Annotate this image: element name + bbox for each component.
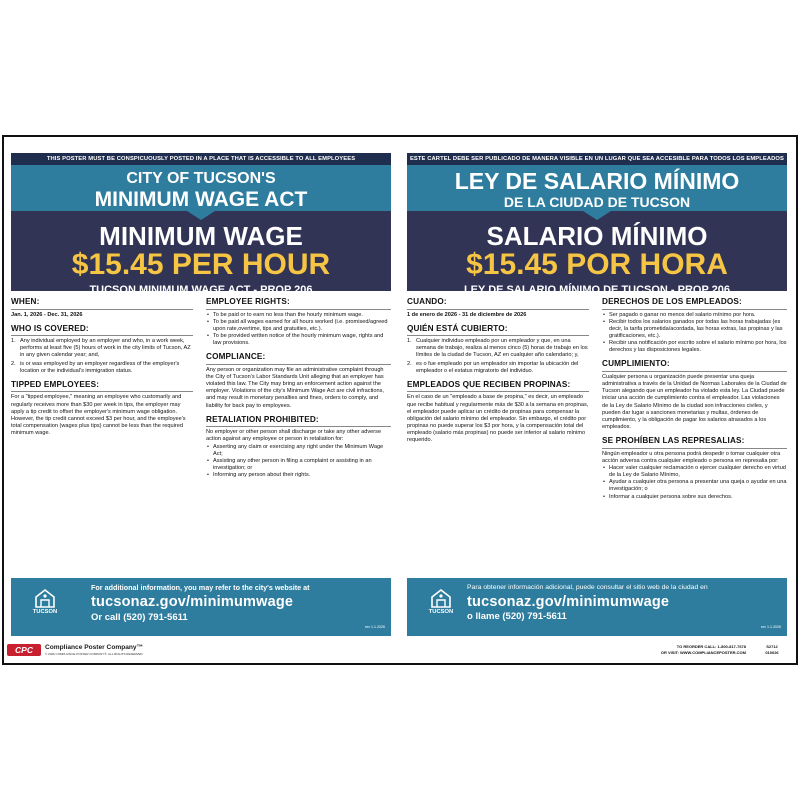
phone-number: Or call (520) 791-5611: [91, 611, 188, 623]
list-item: • To be provided written notice of the hourly minimum wage, rights and law provisions.: [207, 332, 384, 347]
list-item: • Recibir una notificación por escrito sobre el salario mínimo por hora, los derechos y las disposiciones legales.: [603, 340, 787, 354]
compliance-heading: COMPLIANCE:: [206, 352, 391, 365]
left-body-column: [11, 297, 193, 437]
covered-heading: WHO IS COVERED:: [11, 324, 193, 337]
wage-amount: $15.45 POR HORA: [466, 248, 728, 281]
product-code-line-2: 010026: [765, 650, 779, 655]
list-item: 1. Any individual employed by an employer and who, in a work week, performs at least five (5) hours of work in the city limits of Tucson, AZ in any given calendar year; and,: [11, 338, 191, 359]
reorder-website[interactable]: OR VISIT: WWW.COMPLIANCEPOSTER.COM: [660, 650, 746, 655]
website-link[interactable]: tucsonaz.gov/minimumwage: [467, 593, 670, 610]
poster-frame: [2, 135, 798, 665]
title-banner: [11, 165, 391, 211]
list-item: • Ser pagado o ganar no menos del salario mínimo por hora.: [603, 311, 756, 318]
wage-act: TUCSON MINIMUM WAGE ACT - PROP 206: [89, 284, 313, 296]
compliance-heading: CUMPLIMIENTO:: [602, 359, 787, 372]
city-logo: [421, 588, 461, 628]
right-body-column: [602, 297, 787, 501]
info-footer: [407, 578, 787, 636]
list-item: • Informing any person about their rights.: [207, 472, 311, 479]
list-item: 2. es o fue empleado por un empleador sin importar la ubicación del empleador o el estatus migratorio del individuo.: [407, 360, 579, 374]
reorder-info: [646, 644, 746, 656]
list-item: • Ayudar a cualquier otra persona a presentar una queja o ayudar en una investigación; o: [603, 479, 787, 493]
covered-list: [407, 338, 589, 375]
publisher-name: Compliance Poster Company™: [45, 644, 144, 651]
tipped-text: En el caso de un "empleado a base de propina," es decir, un empleado que recibe habitual y regularmente más de $30 a la semana en propinas, el empleador puede aplicar un crédito de propinas para compensar la obligación del salario mínimo del empleador. Sin embargo, el crédito por propinas no puede superar los $3 por hora, y la compensación total del empleado (salario más propinas) no puede ser inferior al salario mínimo requerido.: [407, 394, 589, 444]
revision-note: rev 1.1.2026: [761, 625, 781, 629]
title-line-2: MINIMUM WAGE ACT: [94, 188, 308, 211]
list-item: • To be paid or to earn no less than the hourly minimum wage.: [207, 311, 363, 318]
wage-act: LEY DE SALARIO MÍNIMO DE TUCSON - PROP 206: [463, 284, 731, 296]
right-body-column: [206, 297, 391, 479]
left-body-column: [407, 297, 589, 445]
retaliation-list: [206, 444, 391, 480]
website-link[interactable]: tucsonaz.gov/minimumwage: [91, 594, 294, 611]
list-item: • Recibir todos los salarios ganados por todas las horas trabajadas (es decir, la tarifa prometida/acordada, las horas extras, las propinas y las gratificaciones, etc.).: [603, 318, 783, 339]
posting-notice: THIS POSTER MUST BE CONSPICUOUSLY POSTED IN A PLACE THAT IS ACCESSIBLE TO ALL EMPLOYEES: [11, 153, 391, 165]
list-item: • Assisting any other person in filing a complaint or assisting in an investigation; or: [207, 457, 372, 471]
title-line-1: LEY DE SALARIO MÍNIMO: [454, 168, 740, 194]
posting-notice: ESTE CARTEL DEBE SER PUBLICADO DE MANERA VISIBLE EN UN LUGAR QUE SEA ACCESIBLE PARA TODOS LOS EMPLEADOS: [407, 153, 787, 165]
phone-number: o llame (520) 791-5611: [467, 611, 567, 623]
tipped-text: For a "tipped employee," meaning an employee who customarily and regularly receives more than $30 per week in tips, the employer may apply a tip credit to offset the employer's minimum wage obligation. However, the tip credit cannot exceed $3 per hour, and the employee's total compensation (wages plus tips) cannot be less than the required minimum wage.: [11, 394, 186, 437]
wage-heading: SALARIO MÍNIMO: [486, 221, 708, 251]
retaliation-list: [602, 465, 787, 501]
reorder-phone: TO REORDER CALL: 1-800-817-7678: [676, 644, 746, 649]
rights-list: [602, 312, 787, 355]
rights-heading: EMPLOYEE RIGHTS:: [206, 297, 391, 310]
logo-text: TUCSON: [428, 609, 454, 615]
wage-amount: $15.45 PER HOUR: [71, 248, 331, 281]
spanish-column: [407, 153, 787, 629]
compliance-text: Any person or organization may file an administrative complaint through the City of Tucson's Labor Standards Unit alleging that an employer has violated this law. The City may bring an enforcement action against the employer. Violations of the city's Minimum Wage Act are civil infractions, and may result in monetary penalties and fines, orders to comply, and liability for back pay to employees.: [206, 366, 384, 409]
title-banner: [407, 165, 787, 211]
title-line-2: DE LA CIUDAD DE TUCSON: [503, 194, 691, 210]
list-item: • Asserting any claim or exercising any right under the Minimum Wage Act;: [207, 443, 384, 457]
when-heading: CUANDO:: [407, 297, 589, 310]
banner-notch: [583, 211, 611, 220]
english-column: [11, 153, 391, 629]
retaliation-heading: SE PROHÍBEN LAS REPRESALIAS:: [602, 436, 787, 449]
list-item: • Hacer valer cualquier reclamación o ejercer cualquier derecho en virtud de la Ley de Salario Mínimo,: [603, 465, 786, 479]
cpc-logo: CPC: [7, 644, 41, 656]
retaliation-text: No employer or other person shall discharge or take any other adverse action against any employee or person in retaliation for:: [206, 429, 382, 443]
title-line-1: CITY OF TUCSON'S: [126, 170, 276, 187]
footer-info-line: For additional information, you may refer to the city's website at: [91, 583, 310, 592]
wage-heading: MINIMUM WAGE: [99, 221, 303, 251]
retaliation-heading: RETALIATION PROHIBITED:: [206, 415, 391, 428]
product-code: [752, 644, 792, 656]
retaliation-text: Ningún empleador u otra persona podrá despedir o tomar cualquier otra acción adversa contra cualquier empleado o persona en represalia por:: [602, 450, 781, 464]
list-item: • Informar a cualquier persona sobre sus derechos.: [603, 493, 733, 500]
body-content: [407, 291, 787, 559]
list-item: 2. is or was employed by an employer regardless of the employer's location or the individual's immigration status.: [11, 360, 180, 374]
wage-banner: [11, 211, 391, 296]
covered-list: [11, 338, 193, 375]
rights-heading: DERECHOS DE LOS EMPLEADOS:: [602, 297, 787, 310]
banner-notch: [187, 211, 215, 220]
when-heading: WHEN:: [11, 297, 193, 310]
footer-text: [467, 584, 782, 623]
covered-heading: QUIÉN ESTÁ CUBIERTO:: [407, 324, 589, 337]
compliance-text: Cualquier persona u organización puede presentar una queja administrativa a través de la Unidad de Normas Laborales de la Ciudad de Tucson alegando que un empleador ha violado esta ley. La Ciudad puede iniciar una acción de cumplimiento contra el empleador. Las violaciones de la Ley de Salario Mínimo de la ciudad son infracciones civiles, y pueden dar lugar a sanciones monetarias y multas, órdenes de cumplimiento, y la obligación de pagar los salarios atrasados a los empleados.: [602, 373, 787, 431]
list-item: • To be paid all wages earned for all hours worked (i.e. promised/agreed upon rate,overtime, tips and gratuities, etc.).: [207, 318, 388, 332]
body-content: [11, 291, 391, 559]
footer-info-line: Para obtener información adicional, puede consultar el sitio web de la ciudad en: [467, 584, 708, 591]
product-code-line-1: S2712: [766, 644, 778, 649]
copyright-text: © 2026 COMPLIANCE POSTER COMPANY®. ALL RIGHTS RESERVED: [45, 652, 143, 656]
footer-text: [91, 584, 386, 624]
list-item: 1. Cualquier individuo empleado por un empleador y que, en una semana de trabajo, realiza al menos cinco (5) horas de trabajo en los límites de la ciudad de Tucson, AZ en cualquier año calendario; y,: [407, 338, 588, 359]
when-text: Jan. 1, 2026 - Dec. 31, 2026: [11, 311, 83, 318]
when-text: 1 de enero de 2026 - 31 de diciembre de 2026: [407, 311, 527, 318]
wage-banner: [407, 211, 787, 296]
rights-list: [206, 312, 391, 348]
logo-text: TUCSON: [32, 609, 58, 615]
publisher-brand: [7, 644, 227, 660]
tipped-heading: TIPPED EMPLOYEES:: [11, 380, 193, 393]
tucson-logo-icon: [430, 588, 452, 608]
revision-note: rev 1.1.2026: [365, 625, 385, 629]
tipped-heading: EMPLEADOS QUE RECIBEN PROPINAS:: [407, 380, 589, 393]
tucson-logo-icon: [34, 588, 56, 608]
info-footer: [11, 578, 391, 636]
city-logo: [25, 588, 65, 628]
